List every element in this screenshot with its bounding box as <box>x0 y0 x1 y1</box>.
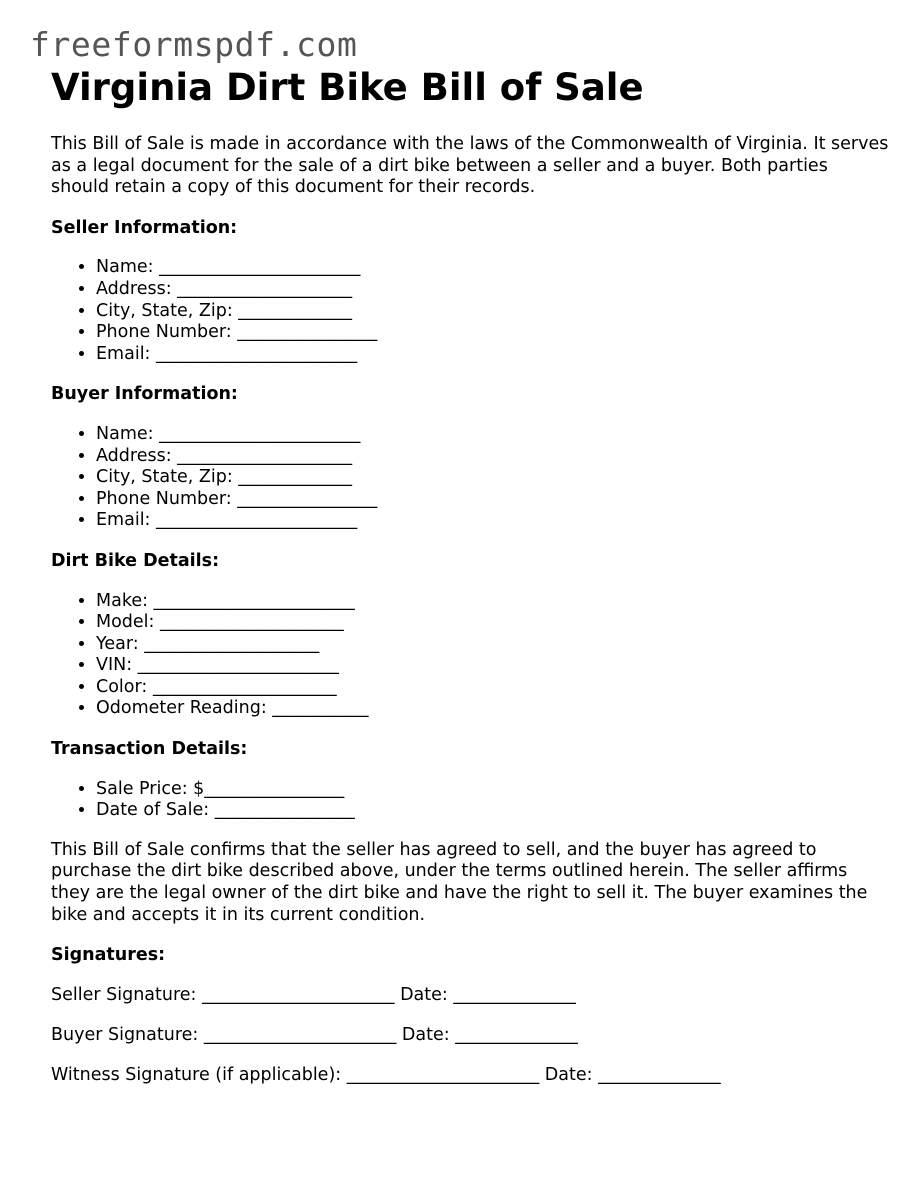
transaction-heading: Transaction Details: <box>51 739 248 760</box>
seller-address-field[interactable]: • Address: ____________________ <box>96 279 891 301</box>
bike-year-field[interactable]: • Year: ____________________ <box>96 634 891 656</box>
signatures-heading: Signatures: <box>51 945 166 966</box>
buyer-list <box>51 424 891 532</box>
document <box>51 64 891 1087</box>
seller-heading: Seller Information: <box>51 217 238 238</box>
intro-paragraph: This Bill of Sale is made in accordance with the laws of the Commonwealth of Virginia. It serves as a legal document for the sale of a dirt bike between a seller and a buyer. Both parties should retain a copy of this document for their records. <box>51 134 889 198</box>
seller-city-state-zip-field[interactable]: • City, State, Zip: _____________ <box>96 301 891 323</box>
seller-email-field[interactable]: • Email: _______________________ <box>96 344 891 366</box>
seller-name-field[interactable]: • Name: _______________________ <box>96 257 891 279</box>
page-title: Virginia Dirt Bike Bill of Sale <box>51 66 644 109</box>
bike-model-field[interactable]: • Model: _____________________ <box>96 612 891 634</box>
sale-date-field[interactable]: • Date of Sale: ________________ <box>96 800 891 822</box>
bike-vin-field[interactable]: • VIN: _______________________ <box>96 655 891 677</box>
bike-make-field[interactable]: • Make: _______________________ <box>96 591 891 613</box>
seller-phone-field[interactable]: • Phone Number: ________________ <box>96 322 891 344</box>
buyer-heading: Buyer Information: <box>51 384 238 405</box>
transaction-list <box>51 779 891 822</box>
buyer-address-field[interactable]: • Address: ____________________ <box>96 446 891 468</box>
buyer-phone-field[interactable]: • Phone Number: ________________ <box>96 489 891 511</box>
bike-color-field[interactable]: • Color: _____________________ <box>96 677 891 699</box>
buyer-city-state-zip-field[interactable]: • City, State, Zip: _____________ <box>96 467 891 489</box>
watermark: freeformspdf.com <box>30 25 358 64</box>
bike-list <box>51 591 891 721</box>
buyer-name-field[interactable]: • Name: _______________________ <box>96 424 891 446</box>
bike-heading: Dirt Bike Details: <box>51 550 220 571</box>
witness-signature-line[interactable]: Witness Signature (if applicable): ______________________ Date: ______________ <box>51 1065 721 1086</box>
bike-odometer-field[interactable]: • Odometer Reading: ___________ <box>96 698 891 720</box>
buyer-email-field[interactable]: • Email: _______________________ <box>96 510 891 532</box>
closing-paragraph: This Bill of Sale confirms that the seller has agreed to sell, and the buyer has agreed to purchase the dirt bike described above, under the terms outlined herein. The seller affirms they are the legal owner of the dirt bike and have the right to sell it. The buyer examines the bike and accepts it in its current condition. <box>51 839 868 925</box>
buyer-signature-line[interactable]: Buyer Signature: ______________________ Date: ______________ <box>51 1025 578 1046</box>
seller-signature-line[interactable]: Seller Signature: ______________________ Date: ______________ <box>51 985 576 1006</box>
sale-price-field[interactable]: • Sale Price: $________________ <box>96 779 891 801</box>
seller-list <box>51 257 891 365</box>
